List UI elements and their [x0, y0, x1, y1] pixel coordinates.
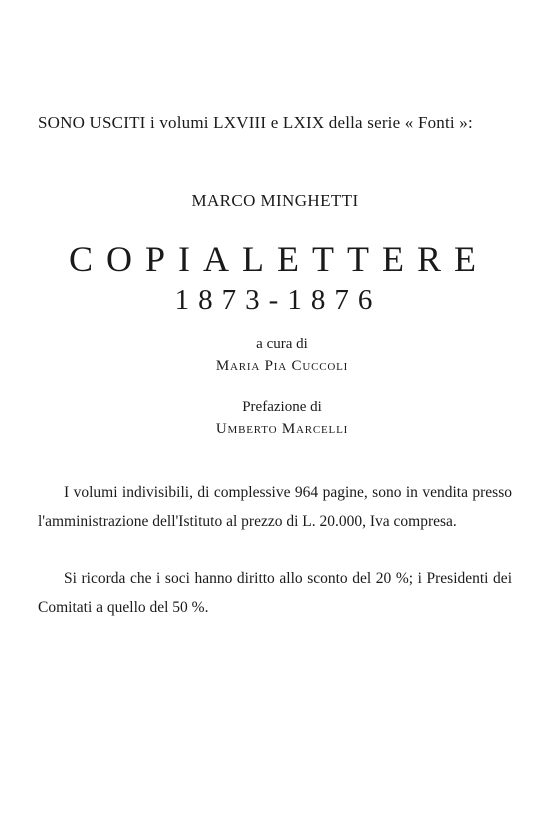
book-title: COPIALETTERE — [69, 239, 489, 279]
sale-info-paragraph — [38, 478, 512, 536]
announcement-line: SONO USCITI i volumi LXVIII e LXIX della serie « Fonti »: — [38, 113, 473, 132]
discount-info-paragraph — [38, 564, 512, 622]
curator-name: Maria Pia Cuccoli — [215, 358, 349, 374]
paragraph-text: Si ricorda che i soci hanno diritto allo sconto del 20 %; i Presidenti dei Comitati a quello del 50 %. — [38, 570, 512, 616]
book-years: 1873-1876 — [174, 284, 382, 316]
paragraph-text: I volumi indivisibili, di complessive 964 pagine, sono in vendita presso l'amministrazione dell'Istituto al prezzo di L. 20.000, Iva compresa. — [38, 484, 512, 530]
book-author: MARCO MINGHETTI — [191, 191, 359, 210]
curator-label: a cura di — [256, 336, 308, 352]
preface-label: Prefazione di — [242, 399, 322, 415]
preface-author-name: Umberto Marcelli — [215, 421, 349, 437]
